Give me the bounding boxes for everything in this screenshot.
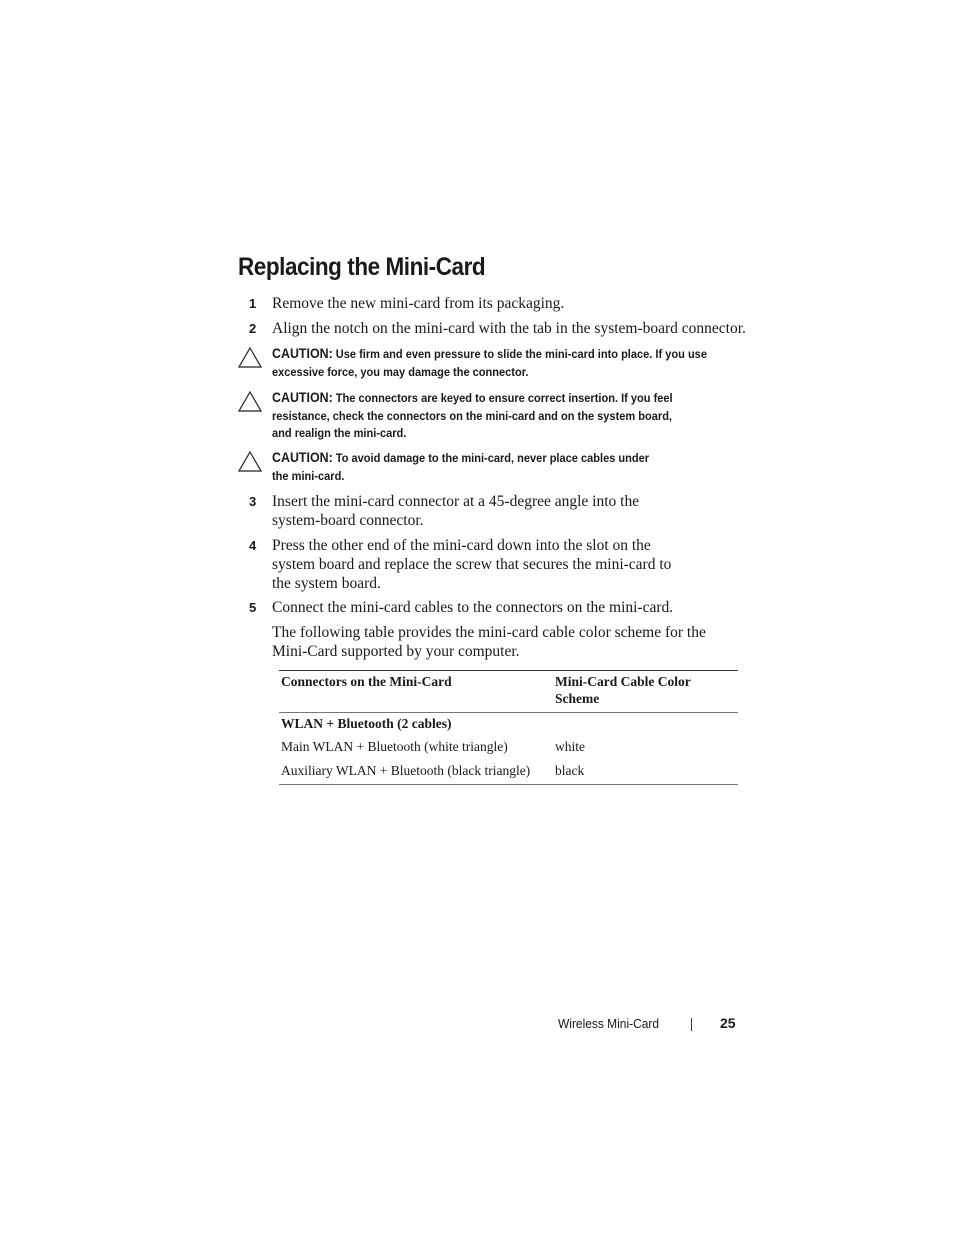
table-row-aux-color: black — [555, 763, 585, 778]
caution-triangle-icon — [238, 451, 262, 472]
step-number: 3 — [249, 494, 257, 509]
table-intro-paragraph: The following table provides the mini-card cable color scheme for the Mini-Card supported by your computer. — [272, 624, 706, 660]
caution-label: CAUTION: — [272, 450, 333, 465]
caution-text: CAUTION: The connectors are keyed to ensure correct insertion. If you feel resistance, check the connectors on the mini-card and on the system board, and realign the mini-card. — [272, 390, 673, 440]
page-title: Replacing the Mini-Card — [238, 253, 486, 281]
caution-text: CAUTION: To avoid damage to the mini-card, never place cables under the mini-card. — [272, 450, 650, 483]
step-text: Press the other end of the mini-card down into the slot on the system board and replace the screw that secures the mini-card to the system board. — [272, 537, 672, 592]
step-text: Remove the new mini-card from its packaging. — [272, 295, 565, 312]
table-row-aux-connector: Auxiliary WLAN + Bluetooth (black triangle) — [281, 763, 531, 778]
step-text: Align the notch on the mini-card with the tab in the system-board connector. — [272, 320, 746, 337]
page-number: 25 — [720, 1015, 736, 1031]
table-header-color-scheme: Mini-Card Cable Color Scheme — [555, 674, 691, 706]
table-bottom-rule — [279, 784, 738, 785]
caution-label: CAUTION: — [272, 390, 333, 405]
table-row-main-color: white — [555, 739, 585, 754]
step-number: 1 — [249, 296, 257, 311]
caution-text: CAUTION: Use firm and even pressure to slide the mini-card into place. If you use excessive force, you may damage the connector. — [272, 346, 707, 379]
footer-section-title: Wireless Mini-Card — [558, 1016, 660, 1031]
caution-triangle-icon — [238, 391, 262, 412]
table-header-rule — [279, 712, 738, 713]
table-header-connectors: Connectors on the Mini-Card — [281, 674, 452, 689]
footer-separator — [691, 1018, 692, 1031]
step-number: 2 — [249, 321, 257, 336]
table-row-main-connector: Main WLAN + Bluetooth (white triangle) — [281, 739, 508, 754]
caution-triangle-icon — [238, 347, 262, 368]
table-top-rule — [279, 670, 738, 671]
table-group-label: WLAN + Bluetooth (2 cables) — [281, 716, 452, 731]
caution-label: CAUTION: — [272, 346, 333, 361]
step-number: 5 — [249, 600, 257, 615]
step-text: Connect the mini-card cables to the connectors on the mini-card. — [272, 599, 674, 616]
step-number: 4 — [249, 538, 257, 553]
step-text: Insert the mini-card connector at a 45-degree angle into the system-board connector. — [272, 493, 640, 529]
